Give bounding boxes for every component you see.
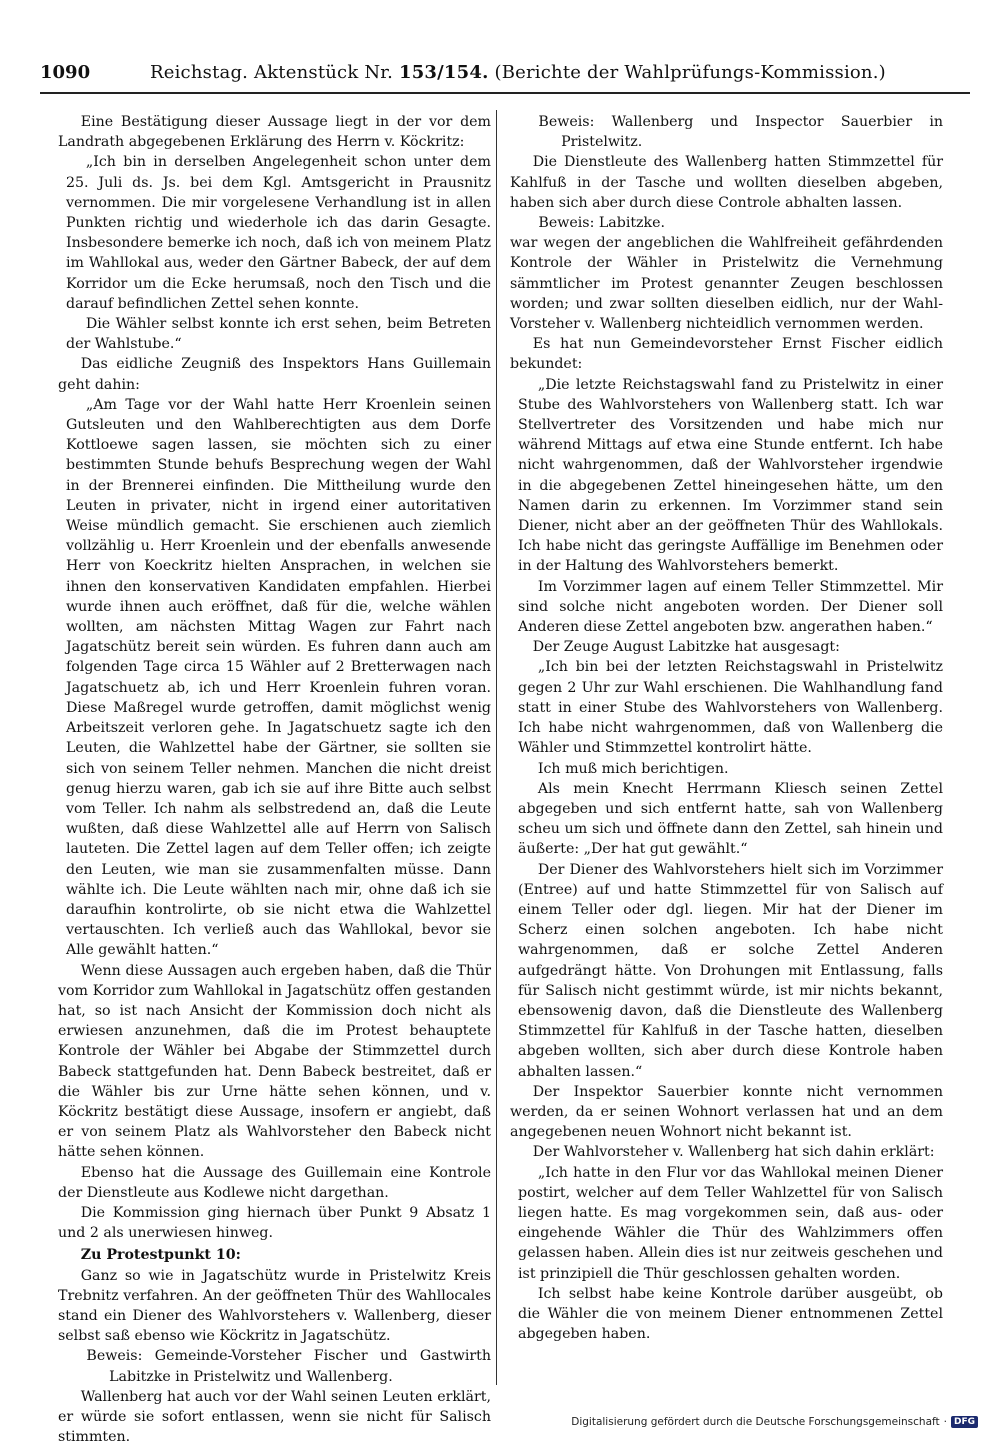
quotation-paragraph [510, 375, 943, 577]
quotation-paragraph [58, 152, 491, 314]
quote-text: Ich muß mich berichtigen. [537, 760, 729, 777]
quote-text: Ich selbst habe keine Kontrole darüber ausgeübt, ob die Wähler die von meinem Diener entnommenen Zettel abgegeben haben. [518, 1285, 943, 1343]
quote-text: Als mein Knecht Herrmann Kliesch seinen Zettel abgegeben und sich entfernt hatte, sah von Wallenberg scheu um sich und öffnete dann den Zettel, sah hinein und äußerte: „Der hat gut gewählt.“ [518, 780, 943, 858]
body-paragraph: Es hat nun Gemeindevorsteher Ernst Fischer eidlich bekundet: [510, 336, 943, 373]
right-column [510, 112, 943, 1377]
body-paragraph: Der Zeuge August Labitzke hat ausgesagt: [532, 639, 840, 656]
quotation-paragraph [510, 779, 943, 860]
section-heading: Zu Protestpunkt 10: [80, 1247, 241, 1264]
body-paragraph: Wallenberg hat auch vor der Wahl seinen Leuten erklärt, er würde sie sofort entlassen, wenn sie nicht für Salisch stimmten. [58, 1388, 491, 1446]
quotation-paragraph [510, 657, 943, 758]
left-column [58, 112, 491, 1446]
running-title-prefix: Reichstag. Aktenstück Nr. [150, 62, 394, 83]
page-number: 1090 [40, 62, 91, 83]
quotation-paragraph [510, 860, 943, 1082]
quote-text: „Am Tage vor der Wahl hatte Herr Kroenlein seinen Gutsleuten und den Wahlberechtigten aus dem Dorfe Kottloewe sagen lassen, sie möchten sich zu einer bestimmten Stunde behufs Besprechung wegen der Wahl in der Brennerei einfinden. Die Mittheilung wurde den Leuten in privater, nicht in irgend einer autoritativen Weise mündlich gemacht. Sie erschienen auch ziemlich vollzählig u. Herr Kroenlein und der ebenfalls anwesende Herr von Koeckritz hielten Ansprachen, in welchen sie ihnen den konservativen Kandidaten empfahlen. Hierbei wurde ihnen auch eröffnet, daß für die, welche wählen wollten, am nächsten Mittag Wagen zur Fahrt nach Jagatschütz bereit sein würden. Es fuhren dann auch am folgenden Tage circa 15 Wähler auf 2 Bretterwagen nach Jagatschuetz ab, ich und Herr Kroenlein fuhren voran. Diese Maßregel wurde getroffen, damit möglichst wenig Arbeitszeit verloren gehe. In Jagatschuetz sagte ich den Leuten, die Wahlzettel habe der Gärtner, sie sollten sie sich von seinem Teller nehmen. Manchen die nicht dreist genug hierzu waren, gab ich sie auf ihre Bitte auch selbst vom Teller. Ich nahm als selbstredend an, daß die Leute wußten, daß diese Wahlzettel alle auf Herrn von Salisch lauteten. Die Zettel lagen auf dem Teller offen; ich zeigte den Leuten, wie man sie zusammenfalten müsse. Dann wählte ich. Die Leute wählten nach mir, ohne daß ich sie daraufhin kontrolirte, ob sie nicht etwa die Wahlzettel vertauschten. Ich verließ auch das Wahllokal, bevor sie Alle gewählt hatten.“ [66, 396, 491, 959]
quote-text: „Die letzte Reichstagswahl fand zu Pristelwitz in einer Stube des Wahlvorstehers von Wallenberg statt. Ich war Stellvertreter des Vorsitzenden und habe mich nur während Mittags auf etwa eine Stunde entfernt. Ich habe nicht wahrgenommen, daß der Wahlvorsteher irgendwie in die abgegebenen Zettel hineingesehen hätte, um den Namen darin zu erkennen. Im Vorzimmer stand sein Diener, nicht aber an der geöffneten Thür des Wahllokals. Ich habe nicht das geringste Auffällige im Benehmen oder in der Haltung des Wahlvorstehers bemerkt. [518, 376, 943, 575]
body-paragraph: Ebenso hat die Aussage des Guillemain eine Kontrole der Dienstleute aus Kodlewe nicht dargethan. [58, 1164, 491, 1201]
evidence-line: Beweis: Labitzke. [538, 215, 666, 232]
body-paragraph: Die Dienstleute des Wallenberg hatten Stimmzettel für Kahlfuß in der Tasche und wollten dieselben abgeben, haben sich aber durch diese Controle abhalten lassen. [510, 154, 943, 211]
body-paragraph: Wenn diese Aussagen auch ergeben haben, daß die Thür vom Korridor zum Wahllokal in Jagatschütz offen gestanden hat, so ist nach Ansicht der Kommission doch nicht als erwiesen anzunehmen, daß die im Protest behauptete Kontrole der Wähler bei Abgabe der Stimmzettel durch Babeck stattgefunden hat. Denn Babeck bestreitet, daß er die Wähler bis zur Urne hätte sehen können, und v. Köckritz bestätigt diese Aussage, insofern er angiebt, daß er von seinem Platz als Wahlvorsteher den Babeck nicht hätte sehen können. [58, 962, 491, 1161]
quote-text: „Ich hatte in den Flur vor das Wahllokal meinen Diener postirt, welcher auf dem Teller Wahlzettel für von Salisch liegen hatte. Es mag vorgekommen sein, daß aus- oder eingehende Wähler die Thür des Wahlzimmers offen gelassen haben. Allein dies ist nur zeitweis geschehen und ist prinzipiell die Thür geschlossen gehalten worden. [518, 1164, 943, 1282]
quotation-paragraph [58, 395, 491, 961]
running-title [150, 62, 886, 83]
body-paragraph: Die Kommission ging hiernach über Punkt 9 Absatz 1 und 2 als unerwiesen hinweg. [58, 1204, 491, 1242]
footer-credit: Digitalisierung gefördert durch die Deutsche Forschungsgemeinschaft [571, 1416, 940, 1428]
quotation-paragraph [58, 314, 491, 354]
body-paragraph: Das eidliche Zeugniß des Inspektors Hans Guillemain geht dahin: [58, 356, 491, 393]
page-footer [571, 1416, 978, 1428]
quotation-paragraph [510, 1284, 943, 1345]
body-paragraph: Eine Bestätigung dieser Aussage liegt in der vor dem Landrath abgegebenen Erklärung des Herrn v. Köckritz: [58, 114, 491, 151]
dfg-logo: DFG [951, 1416, 978, 1428]
running-title-suffix: (Berichte der Wahlprüfungs-Kommission.) [494, 62, 886, 83]
quotation-paragraph [510, 1163, 943, 1284]
evidence-line: Beweis: Gemeinde-Vorsteher Fischer und Gastwirth Labitzke in Pristelwitz und Wallenberg. [86, 1348, 491, 1385]
page-header [40, 62, 970, 90]
quote-text: „Ich bin bei der letzten Reichstagswahl in Pristelwitz gegen 2 Uhr zur Wahl erschienen. Die Wahlhandlung fand statt in einer Stube des Wahlvorstehers von Wallenberg. Ich habe nicht wahrgenommen, daß von Wallenberg die Wähler und Stimmzettel kontrolirt hätte. [518, 659, 943, 757]
quote-text: Die Wähler selbst konnte ich erst sehen, beim Betreten der Wahlstube.“ [66, 316, 491, 353]
header-rule [40, 92, 970, 94]
document-number: 153/154. [398, 62, 489, 83]
quotation-paragraph [510, 577, 943, 638]
body-paragraph: Der Inspektor Sauerbier konnte nicht vernommen werden, da er seinen Wohnort verlassen hat und an dem angegebenen neuen Wohnort nicht bekannt ist. [510, 1083, 943, 1141]
quotation-paragraph [510, 759, 943, 779]
quote-text: Im Vorzimmer lagen auf einem Teller Stimmzettel. Mir sind solche nicht angeboten worden. Der Diener soll Anderen diese Zettel angeboten bzw. angerathen haben.“ [518, 578, 943, 636]
evidence-line: Beweis: Wallenberg und Inspector Sauerbier in Pristelwitz. [538, 114, 943, 151]
column-divider [496, 110, 497, 1385]
body-paragraph: Der Wahlvorsteher v. Wallenberg hat sich dahin erklärt: [532, 1144, 935, 1161]
body-paragraph-continued: war wegen der angeblichen die Wahlfreiheit gefährdenden Kontrole der Wähler in Pristelwitz die Vernehmung sämmtlicher im Protest genannter Zeugen beschlossen worden; und zwar sollten dieselben eidlich, nur der Wahl-Vorsteher v. Wallenberg nichteidlich vernommen werden. [510, 235, 943, 333]
body-paragraph: Ganz so wie in Jagatschütz wurde in Pristelwitz Kreis Trebnitz verfahren. An der geöffneten Thür des Wahllocales stand ein Diener des Wahlvorstehers v. Wallenberg, dieser selbst saß ebenso wie Köckritz in Jagatschütz. [58, 1267, 491, 1345]
footer-separator: · [943, 1416, 947, 1428]
quote-text: Der Diener des Wahlvorstehers hielt sich im Vorzimmer (Entree) auf und hatte Stimmzettel für von Salisch auf einem Teller oder dgl. liegen. Mir hat der Diener im Scherz einen solchen angeboten. Ich habe nicht wahrgenommen, daß er solche Zettel Anderen aufgedrängt hätte. Von Drohungen mit Entlassung, falls für Salisch nicht gestimmt würde, ist mir nichts bekannt, ebensowenig davon, daß die Dienstleute des Wallenberg Stimmzettel für Kahlfuß in der Tasche hatten, dieselben abgeben wollten, sich aber durch diese Kontrole haben abhalten lassen.“ [518, 861, 943, 1080]
quote-text: „Ich bin in derselben Angelegenheit schon unter dem 25. Juli ds. Js. bei dem Kgl. Amtsgericht in Prausnitz vernommen. Die mir vorgelesene Verhandlung ist in allen Punkten richtig und wiederhole ich das darin Gesagte. Insbesondere bemerke ich noch, daß ich von meinem Platz im Wahllokal aus, weder den Gärtner Babeck, der auf dem Korridor um die Ecke herumsaß, noch den Tisch und die darauf befindlichen Zettel sehen konnte. [66, 154, 491, 312]
